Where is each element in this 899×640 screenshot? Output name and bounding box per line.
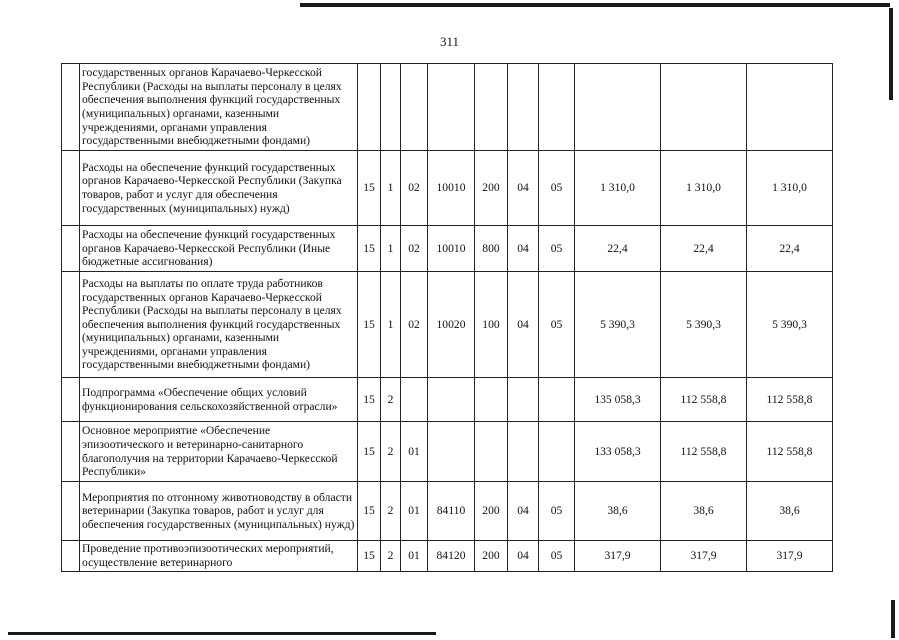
code-cell: 05 [539,151,575,226]
code-cell: 04 [508,151,539,226]
code-cell: 15 [358,422,381,482]
amount-cell: 5 390,3 [661,272,747,378]
code-cell: 800 [475,226,508,272]
code-cell: 1 [381,226,401,272]
amount-cell: 1 310,0 [575,151,661,226]
code-cell: 01 [401,482,428,541]
code-cell [475,64,508,151]
amount-cell: 38,6 [661,482,747,541]
code-cell: 04 [508,482,539,541]
code-cell [401,378,428,422]
code-cell [381,64,401,151]
code-cell: 1 [381,272,401,378]
amount-cell: 22,4 [661,226,747,272]
code-cell: 04 [508,541,539,572]
row-margin-cell [62,378,80,422]
code-cell [539,422,575,482]
code-cell [401,64,428,151]
table-row [62,482,833,541]
amount-cell: 1 310,0 [747,151,833,226]
code-cell: 2 [381,482,401,541]
amount-cell: 112 558,8 [661,378,747,422]
code-cell: 200 [475,151,508,226]
code-cell [358,64,381,151]
code-cell: 2 [381,541,401,572]
amount-cell: 112 558,8 [661,422,747,482]
code-cell [539,378,575,422]
amount-cell: 38,6 [575,482,661,541]
row-margin-cell [62,64,80,151]
code-cell: 05 [539,226,575,272]
row-margin-cell [62,272,80,378]
budget-table [61,63,833,572]
code-cell: 1 [381,151,401,226]
code-cell: 04 [508,226,539,272]
code-cell [475,422,508,482]
scan-edge-bottom [8,632,436,635]
amount-cell: 317,9 [575,541,661,572]
table-row [62,272,833,378]
amount-cell [661,64,747,151]
code-cell: 02 [401,226,428,272]
code-cell [508,64,539,151]
code-cell: 02 [401,272,428,378]
code-cell: 15 [358,226,381,272]
code-cell: 01 [401,541,428,572]
code-cell: 84110 [428,482,475,541]
code-cell: 10010 [428,226,475,272]
code-cell: 01 [401,422,428,482]
code-cell: 05 [539,541,575,572]
table-row [62,422,833,482]
scan-edge-top [300,3,890,7]
code-cell: 05 [539,482,575,541]
code-cell: 15 [358,151,381,226]
table-row [62,151,833,226]
table-row [62,226,833,272]
row-description: государственных органов Карачаево-Черкесской Республики (Расходы на выплаты персоналу в целях обеспечения выполнения функций государственных (муниципальных) органами, казенными учреждениями, органами управления государственными внебюджетными фондами) [80,64,358,151]
code-cell [508,378,539,422]
amount-cell: 38,6 [747,482,833,541]
amount-cell: 1 310,0 [661,151,747,226]
amount-cell: 5 390,3 [747,272,833,378]
amount-cell: 133 058,3 [575,422,661,482]
code-cell: 04 [508,272,539,378]
scan-edge-right [889,8,893,100]
code-cell [428,422,475,482]
code-cell: 02 [401,151,428,226]
code-cell: 05 [539,272,575,378]
row-margin-cell [62,541,80,572]
row-description: Основное мероприятие «Обеспечение эпизоотического и ветеринарно-санитарного благополучия на территории Карачаево-Черкесской Республики» [80,422,358,482]
table-row [62,541,833,572]
table-row [62,64,833,151]
row-description: Проведение противоэпизоотических мероприятий, осуществление ветеринарного [80,541,358,572]
row-margin-cell [62,422,80,482]
code-cell [539,64,575,151]
amount-cell: 22,4 [747,226,833,272]
code-cell [475,378,508,422]
scan-edge-right-lower [891,600,895,638]
page-number: 311 [439,34,460,49]
amount-cell: 112 558,8 [747,378,833,422]
amount-cell: 22,4 [575,226,661,272]
code-cell: 15 [358,378,381,422]
code-cell: 10010 [428,151,475,226]
amount-cell: 317,9 [661,541,747,572]
code-cell: 84120 [428,541,475,572]
row-description: Мероприятия по отгонному животноводству в области ветеринарии (Закупка товаров, работ и услуг для обеспечения государственных (муниципальных) нужд) [80,482,358,541]
row-margin-cell [62,151,80,226]
table-row [62,378,833,422]
code-cell: 10020 [428,272,475,378]
code-cell: 15 [358,482,381,541]
code-cell: 2 [381,378,401,422]
amount-cell: 112 558,8 [747,422,833,482]
row-margin-cell [62,226,80,272]
row-description: Расходы на обеспечение функций государственных органов Карачаево-Черкесской Республики (Закупка товаров, работ и услуг для обеспечения государственных (муниципальных) нужд) [80,151,358,226]
code-cell [428,378,475,422]
row-margin-cell [62,482,80,541]
code-cell [508,422,539,482]
amount-cell: 5 390,3 [575,272,661,378]
amount-cell [747,64,833,151]
amount-cell: 135 058,3 [575,378,661,422]
row-description: Подпрограмма «Обеспечение общих условий функционирования сельскохозяйственной отрасли» [80,378,358,422]
code-cell: 2 [381,422,401,482]
row-description: Расходы на выплаты по оплате труда работников государственных органов Карачаево-Черкесской Республики (Расходы на выплаты персоналу в целях обеспечения выполнения функций государственных (муниципальных) органами, казенными учреждениями, органами управления государственными внебюджетными фондами) [80,272,358,378]
code-cell: 15 [358,272,381,378]
amount-cell: 317,9 [747,541,833,572]
amount-cell [575,64,661,151]
code-cell: 200 [475,541,508,572]
code-cell: 15 [358,541,381,572]
code-cell [428,64,475,151]
row-description: Расходы на обеспечение функций государственных органов Карачаево-Черкесской Республики (Иные бюджетные ассигнования) [80,226,358,272]
code-cell: 200 [475,482,508,541]
code-cell: 100 [475,272,508,378]
